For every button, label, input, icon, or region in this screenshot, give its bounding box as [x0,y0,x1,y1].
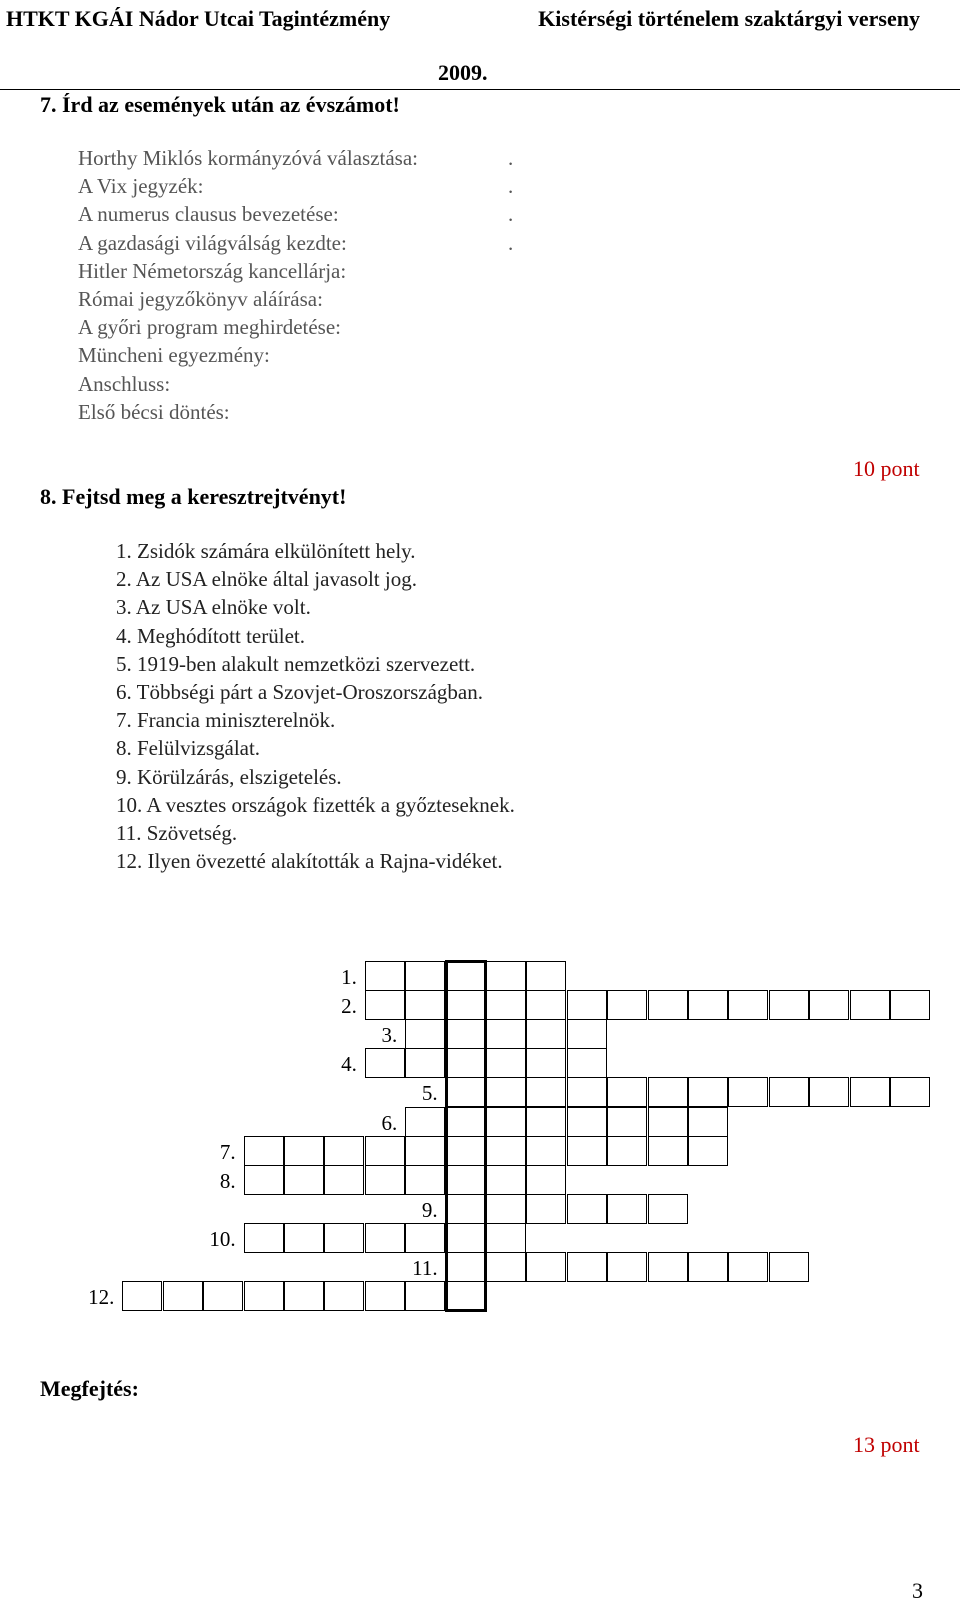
crossword-cell[interactable] [607,1107,647,1137]
crossword-cell[interactable] [324,1136,364,1166]
event-label: Anschluss: [78,371,171,396]
crossword-cell[interactable] [486,1165,526,1195]
crossword-cell[interactable] [648,990,688,1020]
crossword-cell[interactable] [648,1194,688,1224]
crossword-row-number: 3. [381,1023,398,1048]
crossword-cell[interactable] [486,1048,526,1078]
crossword-cell[interactable] [526,961,566,991]
event-label: Müncheni egyezmény: [78,343,270,368]
crossword-cell[interactable] [728,1077,768,1107]
crossword-cell[interactable] [405,1136,445,1166]
crossword-cell[interactable] [567,1107,607,1137]
crossword-cell[interactable] [648,1077,688,1107]
header-left: HTKT KGÁI Nádor Utcai Tagintézmény [6,6,391,31]
crossword-row-number: 6. [381,1110,398,1135]
crossword-cell[interactable] [244,1281,284,1311]
page-number: 3 [912,1578,923,1603]
crossword-row-number: 12. [88,1285,115,1310]
event-label: A gazdasági világválság kezdte: [78,230,347,255]
crossword-row-number: 4. [341,1052,357,1077]
crossword-cell[interactable] [526,1048,566,1078]
crossword-cell[interactable] [567,1077,607,1107]
crossword-cell[interactable] [526,1252,566,1282]
year-blank[interactable]: . [508,174,514,199]
crossword-cell[interactable] [526,1165,566,1195]
crossword-cell[interactable] [567,1019,607,1049]
crossword-cell[interactable] [688,1107,728,1137]
clue-item: 9. Körülzárás, elszigetelés. [116,764,342,789]
event-label: A Vix jegyzék: [78,174,204,199]
crossword-cell[interactable] [284,1281,324,1311]
crossword-cell[interactable] [244,1223,284,1253]
crossword-cell[interactable] [567,990,607,1020]
crossword-cell[interactable] [486,1107,526,1137]
crossword-row-number: 11. [412,1256,438,1280]
crossword-cell[interactable] [203,1281,243,1311]
crossword-cell[interactable] [526,1136,566,1166]
clue-item: 3. Az USA elnöke volt. [116,595,311,620]
clue-item: 6. Többségi párt a Szovjet-Oroszországban. [116,680,484,704]
task8-title: 8. Fejtsd meg a keresztrejtvényt! [40,484,347,509]
crossword-cell[interactable] [244,1165,284,1195]
crossword-cell[interactable] [526,1107,566,1137]
crossword-cell[interactable] [324,1223,364,1253]
crossword-cell[interactable] [890,1077,930,1107]
crossword-row-number: 10. [209,1226,236,1251]
task7-title: 7. Írd az események után az évszámot! [40,92,400,117]
crossword-cell[interactable] [405,1281,445,1311]
crossword-cell[interactable] [728,990,768,1020]
crossword-cell[interactable] [850,1077,890,1107]
crossword-cell[interactable] [244,1136,284,1166]
event-label: A győri program meghirdetése: [78,315,342,340]
crossword-cell[interactable] [405,1165,445,1195]
task7-points: 10 pont [853,456,920,481]
crossword-row-number: 5. [421,1081,438,1106]
crossword-cell[interactable] [890,990,930,1020]
crossword-cell[interactable] [526,1077,566,1107]
event-label: Első bécsi döntés: [78,399,230,424]
crossword-cell[interactable] [648,1252,688,1282]
crossword-cell[interactable] [648,1107,688,1137]
crossword-row-number: 2. [341,994,357,1019]
crossword-cell[interactable] [567,1136,607,1166]
crossword-cell[interactable] [688,990,728,1020]
header-right: Kistérségi történelem szaktárgyi verseny [538,6,920,31]
crossword-cell[interactable] [607,1194,647,1224]
crossword-cell[interactable] [365,1048,405,1078]
clue-item: 1. Zsidók számára elkülönített hely. [116,539,416,563]
crossword-cell[interactable] [405,1048,445,1078]
crossword-cell[interactable] [365,990,405,1020]
crossword-cell[interactable] [526,1019,566,1049]
crossword-cell[interactable] [567,1252,607,1282]
crossword-cell[interactable] [284,1223,324,1253]
crossword-cell[interactable] [526,1194,566,1224]
crossword-cell[interactable] [324,1281,364,1311]
crossword-cell[interactable] [365,961,405,991]
crossword-cell[interactable] [567,1048,607,1078]
crossword-row-number: 7. [219,1139,236,1164]
crossword-cell[interactable] [486,961,526,991]
crossword-cell[interactable] [769,990,809,1020]
crossword-cell[interactable] [607,1252,647,1282]
crossword-row-number: 1. [341,965,357,989]
clue-item: 10. A vesztes országok fizették a győzteseknek. [116,792,515,817]
crossword-cell[interactable] [365,1136,405,1166]
crossword-cell[interactable] [728,1252,768,1282]
crossword-cell[interactable] [809,1077,849,1107]
crossword-cell[interactable] [486,1194,526,1224]
crossword-cell[interactable] [526,990,566,1020]
crossword-cell[interactable] [607,990,647,1020]
header-rule [0,89,960,90]
clue-item: 8. Felülvizsgálat. [116,736,261,761]
clue-item: 7. Francia miniszterelnök. [116,708,336,733]
crossword-cell[interactable] [486,1019,526,1049]
crossword-row-number: 9. [421,1197,438,1222]
crossword-cell[interactable] [607,1136,647,1166]
crossword-row-number: 8. [219,1168,236,1193]
clue-item: 4. Meghódított terület. [116,623,305,648]
year-blank[interactable]: . [508,146,514,170]
year-blank[interactable]: . [508,202,514,227]
task8-points: 13 pont [853,1432,920,1457]
crossword-cell[interactable] [486,1223,526,1253]
crossword-cell[interactable] [365,1223,405,1253]
crossword-cell[interactable] [405,1107,445,1137]
crossword-cell[interactable] [688,1252,728,1282]
year-blank[interactable]: . [508,230,514,255]
event-label: Horthy Miklós kormányzóvá választása: [78,146,418,170]
clue-item: 11. Szövetség. [116,821,238,845]
crossword-cell[interactable] [163,1281,203,1311]
crossword-cell[interactable] [648,1136,688,1166]
crossword-cell[interactable] [486,1136,526,1166]
crossword-cell[interactable] [365,1165,405,1195]
crossword-cell[interactable] [850,990,890,1020]
crossword-cell[interactable] [567,1194,607,1224]
crossword-cell[interactable] [284,1136,324,1166]
crossword-cell[interactable] [486,990,526,1020]
crossword-cell[interactable] [324,1165,364,1195]
solution-column-highlight [445,960,487,1312]
clue-item: 12. Ilyen övezetté alakították a Rajna-vidéket. [116,849,503,874]
crossword-cell[interactable] [769,1077,809,1107]
crossword-cell[interactable] [405,1019,445,1049]
header-year: 2009. [438,60,488,85]
crossword-cell[interactable] [365,1281,405,1311]
crossword-cell[interactable] [607,1077,647,1107]
crossword-cell[interactable] [769,1252,809,1282]
crossword-cell[interactable] [405,1223,445,1253]
event-label: Hitler Németország kancellárja: [78,258,347,283]
crossword-cell[interactable] [809,990,849,1020]
crossword-cell[interactable] [405,990,445,1020]
event-label: A numerus clausus bevezetése: [78,202,339,227]
crossword-cell[interactable] [688,1077,728,1107]
crossword-cell[interactable] [486,1077,526,1107]
clue-item: 2. Az USA elnöke által javasolt jog. [116,567,417,592]
crossword-cell[interactable] [122,1281,162,1311]
crossword-cell[interactable] [405,961,445,991]
crossword-cell[interactable] [284,1165,324,1195]
crossword-cell[interactable] [688,1136,728,1166]
crossword-cell[interactable] [486,1252,526,1282]
event-label: Római jegyzőkönyv aláírása: [78,287,323,311]
solution-label: Megfejtés: [40,1376,139,1401]
clue-item: 5. 1919-ben alakult nemzetközi szervezett. [116,651,476,676]
